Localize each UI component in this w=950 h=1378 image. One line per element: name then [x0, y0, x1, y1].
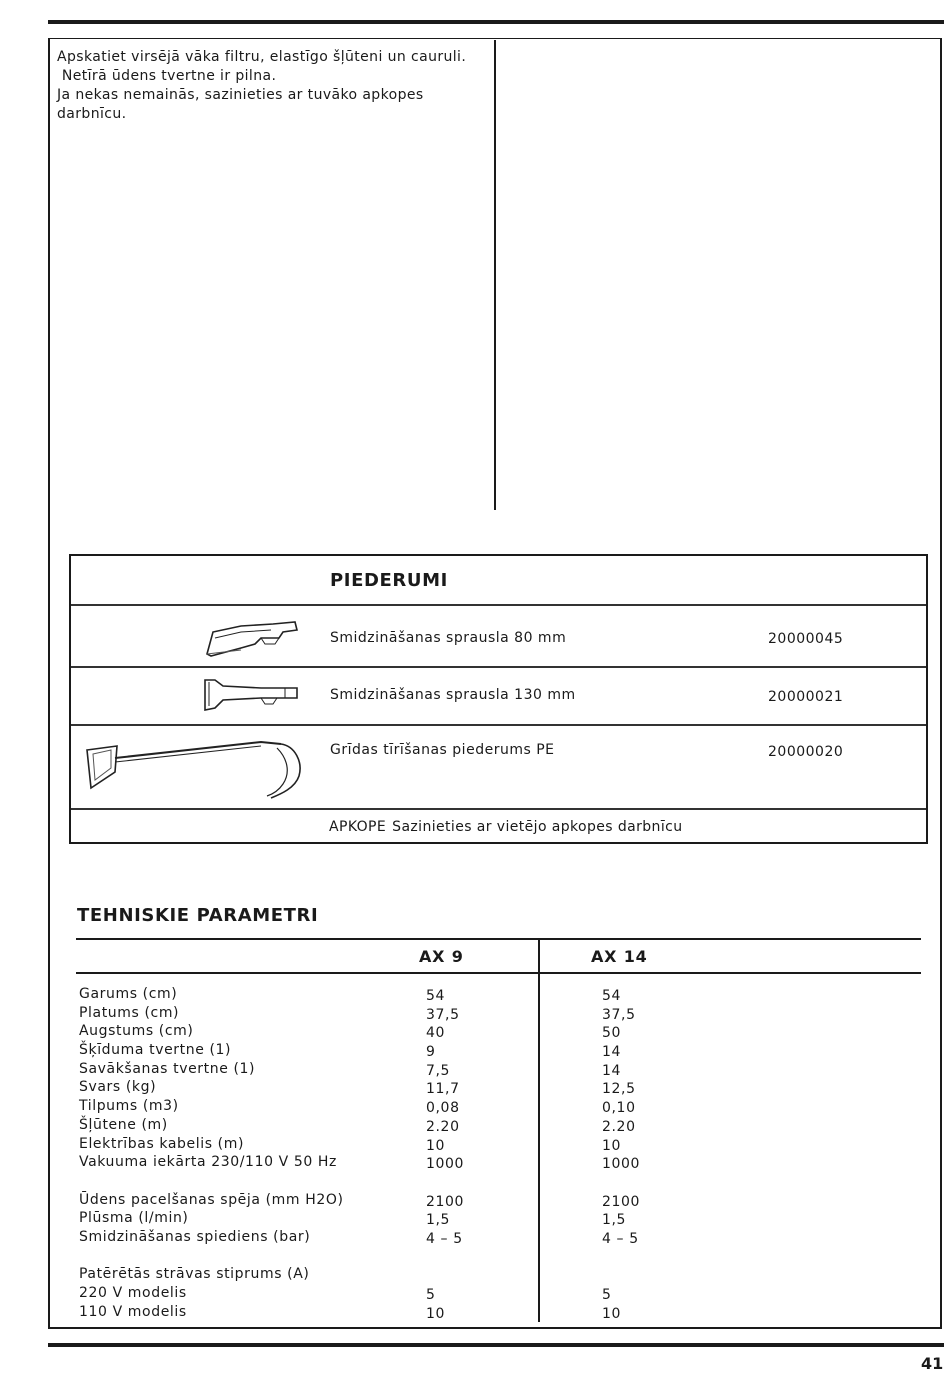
- param-value: 1,5: [426, 1212, 451, 1229]
- troubleshooting-line: Netīrā ūdens tvertne ir pilna.: [57, 68, 277, 84]
- param-value: 11,7: [426, 1081, 460, 1098]
- param-value: [426, 1249, 464, 1268]
- floor-tool-icon: [81, 736, 311, 802]
- param-label: Platums (cm): [79, 1004, 180, 1021]
- param-label: Patērētās strāvas stiprums (A): [79, 1266, 310, 1283]
- accessories-table: [69, 554, 928, 844]
- param-label: Vakuuma iekārta 230/110 V 50 Hz: [79, 1154, 338, 1171]
- accessory-code: 20000020: [768, 744, 844, 760]
- param-value: 0,08: [426, 1100, 460, 1117]
- top-rule: [48, 20, 944, 24]
- param-labels: [79, 985, 344, 1321]
- column-divider: [494, 40, 496, 510]
- accessory-code: 20000021: [768, 689, 844, 705]
- accessory-code: 20000045: [768, 631, 844, 647]
- param-label: Smidzināšanas spiediens (bar): [79, 1228, 311, 1245]
- troubleshooting-line: Apskatiet virsējā vāka filtru, elastīgo šļūteni un cauruli.: [57, 49, 467, 65]
- param-value: 9: [426, 1044, 436, 1061]
- bottom-rule: [48, 1343, 944, 1347]
- param-label: Šķīduma tvertne (1): [79, 1042, 232, 1059]
- param-label: Šļūtene (m): [79, 1116, 168, 1133]
- param-value: 50: [602, 1025, 622, 1042]
- param-value: 2100: [602, 1193, 641, 1210]
- model-header-ax9: AX 9: [419, 947, 464, 966]
- param-values-ax9: [426, 987, 464, 1323]
- accessory-name: Grīdas tīrīšanas piederums PE: [330, 742, 555, 758]
- param-label: Ūdens pacelšanas spēja (mm H2O): [79, 1191, 344, 1208]
- param-value: [426, 1267, 464, 1286]
- param-value: 10: [426, 1305, 446, 1322]
- param-value: 14: [602, 1062, 622, 1079]
- accessory-row: [71, 606, 926, 668]
- param-value: 14: [602, 1044, 622, 1061]
- param-value: 37,5: [602, 1006, 636, 1023]
- param-value: 4 – 5: [602, 1230, 639, 1247]
- tech-column-divider: [538, 940, 540, 1322]
- param-value: 1000: [602, 1156, 641, 1173]
- param-value: [602, 1174, 640, 1193]
- param-value: 10: [602, 1305, 622, 1322]
- param-label: [79, 1172, 344, 1191]
- tech-header-bottom-rule: [76, 972, 921, 974]
- troubleshooting-line: darbnīcu.: [57, 106, 127, 122]
- accessory-name: Smidzināšanas sprausla 80 mm: [330, 630, 567, 646]
- param-value: 7,5: [426, 1062, 451, 1079]
- accessories-header-row: [71, 556, 926, 606]
- param-value: [602, 1249, 640, 1268]
- accessory-name: Smidzināšanas sprausla 130 mm: [330, 687, 576, 703]
- param-label: Svars (kg): [79, 1079, 157, 1096]
- param-value: 10: [426, 1137, 446, 1154]
- param-value: 54: [426, 988, 446, 1004]
- accessory-row: [71, 668, 926, 726]
- param-label: Elektrības kabelis (m): [79, 1135, 245, 1152]
- param-value: 0,10: [602, 1100, 636, 1117]
- service-note: [329, 819, 688, 835]
- model-header-ax14: AX 14: [591, 947, 648, 966]
- param-label: Plūsma (l/min): [79, 1210, 189, 1227]
- param-value: [426, 1174, 464, 1193]
- param-value: 5: [602, 1287, 612, 1303]
- param-values-ax14: [602, 987, 640, 1323]
- service-row: [71, 810, 926, 842]
- service-label: APKOPE: [329, 819, 387, 835]
- tech-params-title: TEHNISKIE PARAMETRI: [77, 905, 319, 926]
- troubleshooting-line: Ja nekas nemainās, sazinieties ar tuvāko apkopes: [57, 87, 424, 103]
- param-value: [602, 1267, 640, 1286]
- param-label: 220 V modelis: [79, 1285, 187, 1301]
- param-value: 40: [426, 1025, 446, 1042]
- param-value: 2100: [426, 1193, 465, 1210]
- param-label: 110 V modelis: [79, 1303, 187, 1320]
- param-label: Savākšanas tvertne (1): [79, 1060, 256, 1077]
- spray-nozzle-80-icon: [201, 618, 301, 660]
- param-value: 54: [602, 988, 622, 1004]
- param-value: 2.20: [602, 1118, 636, 1135]
- troubleshooting-text: [57, 48, 487, 124]
- param-value: 1,5: [602, 1212, 627, 1229]
- param-value: 37,5: [426, 1006, 460, 1023]
- tech-header-top-rule: [76, 938, 921, 940]
- param-value: 2.20: [426, 1118, 460, 1135]
- param-label: Garums (cm): [79, 986, 178, 1002]
- param-label: Tilpums (m3): [79, 1098, 179, 1115]
- param-value: 5: [426, 1287, 436, 1303]
- param-value: 12,5: [602, 1081, 636, 1098]
- spray-nozzle-130-icon: [201, 676, 301, 716]
- accessory-row: [71, 726, 926, 810]
- param-label: Augstums (cm): [79, 1023, 194, 1040]
- accessories-title: PIEDERUMI: [330, 570, 448, 591]
- param-label: [79, 1247, 344, 1266]
- param-value: 10: [602, 1137, 622, 1154]
- service-text: Sazinieties ar vietējo apkopes darbnīcu: [392, 819, 683, 835]
- param-value: 4 – 5: [426, 1230, 463, 1247]
- page-number: 41: [921, 1354, 944, 1373]
- param-value: 1000: [426, 1156, 465, 1173]
